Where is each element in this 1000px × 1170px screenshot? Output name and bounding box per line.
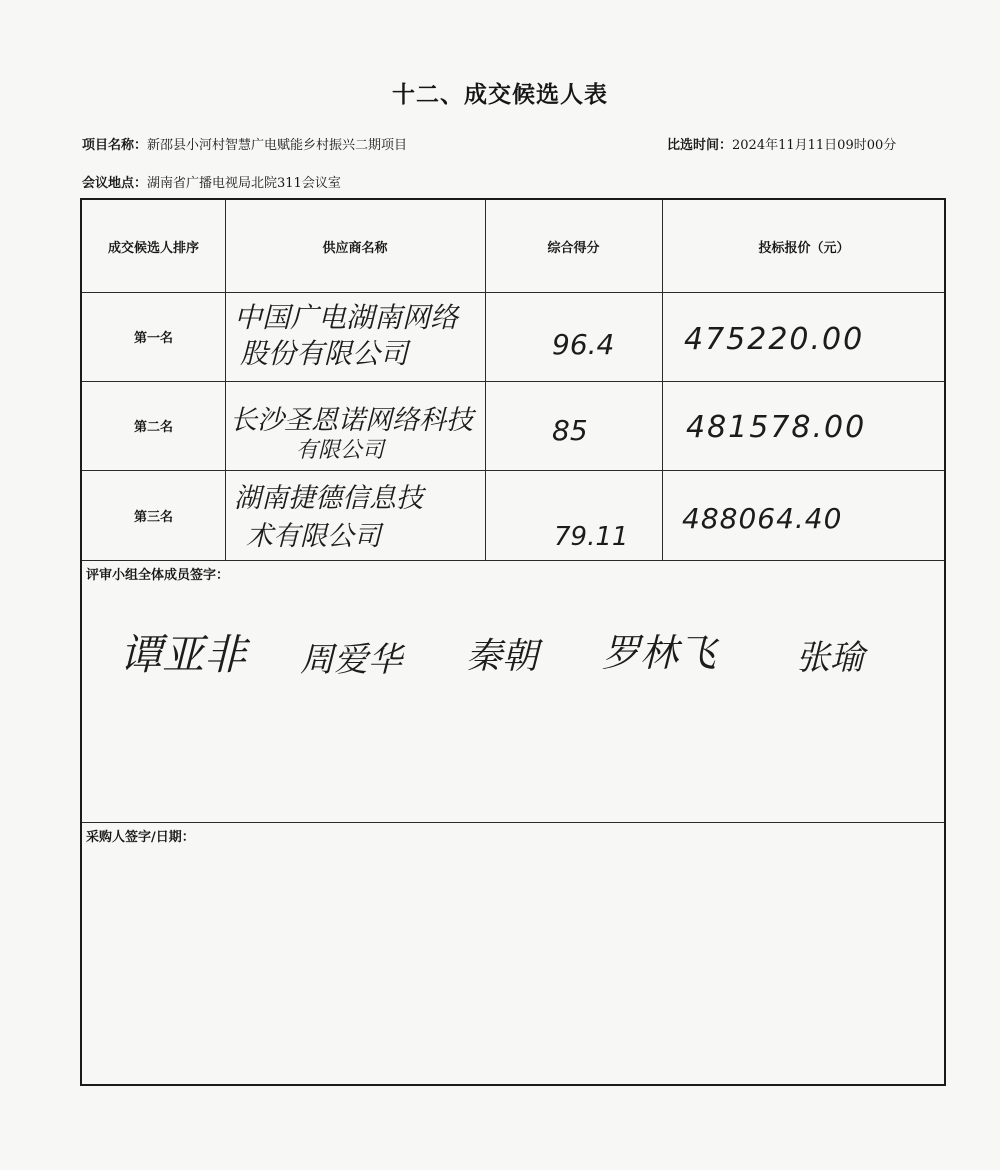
row-divider <box>82 560 944 561</box>
header-price: 投标报价（元） <box>758 240 850 256</box>
supplier-name <box>234 480 423 556</box>
panel-signature: 周爱华 <box>300 640 402 680</box>
review-panel-label: 评审小组全体成员签字： <box>86 568 230 583</box>
rank-cell: 第一名 <box>133 331 173 346</box>
supplier-name <box>234 300 458 372</box>
panel-signature: 罗林飞 <box>602 631 717 675</box>
section-divider <box>82 822 944 823</box>
supplier-name-line: 湖南捷德信息技 <box>234 483 423 514</box>
selection-time-label: 比选时间： <box>667 138 733 153</box>
supplier-name-line: 中国广电湖南网络 <box>234 301 459 334</box>
rank-cell: 第三名 <box>133 509 173 525</box>
project-name-value: 新邵县小河村智慧广电赋能乡村振兴二期项目 <box>147 138 408 153</box>
header-score: 综合得分 <box>547 240 600 256</box>
supplier-name-line: 股份有限公司 <box>240 337 409 370</box>
panel-signature: 张瑜 <box>796 638 864 678</box>
price-value: 481578.00 <box>686 410 867 445</box>
selection-time-value: 2024年11月11日09时00分 <box>732 138 897 153</box>
meeting-location-label: 会议地点： <box>82 176 148 191</box>
score-value: 79.11 <box>554 522 629 552</box>
supplier-name-line: 术有限公司 <box>246 521 381 552</box>
score-value: 96.4 <box>552 328 615 361</box>
panel-signature: 谭亚非 <box>120 630 247 679</box>
panel-signature: 秦朝 <box>466 636 539 677</box>
header-rank: 成交候选人排序 <box>107 240 199 256</box>
selection-time <box>667 134 896 153</box>
rank-cell: 第二名 <box>133 420 173 435</box>
supplier-name-line: 长沙圣恩诺网络科技 <box>230 405 473 436</box>
supplier-name-line: 有限公司 <box>296 438 385 463</box>
header-supplier: 供应商名称 <box>322 240 388 256</box>
project-name-label: 项目名称： <box>82 138 148 153</box>
candidate-table <box>80 198 946 1086</box>
meeting-location-value: 湖南省广播电视局北院311会议室 <box>147 176 341 191</box>
meeting-location <box>82 172 341 191</box>
supplier-name <box>230 406 473 466</box>
page-title: 十二、成交候选人表 <box>392 82 608 108</box>
purchaser-signature-label: 采购人签字/日期： <box>86 830 195 845</box>
price-value: 488064.40 <box>682 502 843 535</box>
score-value: 85 <box>552 414 588 447</box>
project-name <box>82 134 407 153</box>
price-value: 475220.00 <box>684 322 865 357</box>
